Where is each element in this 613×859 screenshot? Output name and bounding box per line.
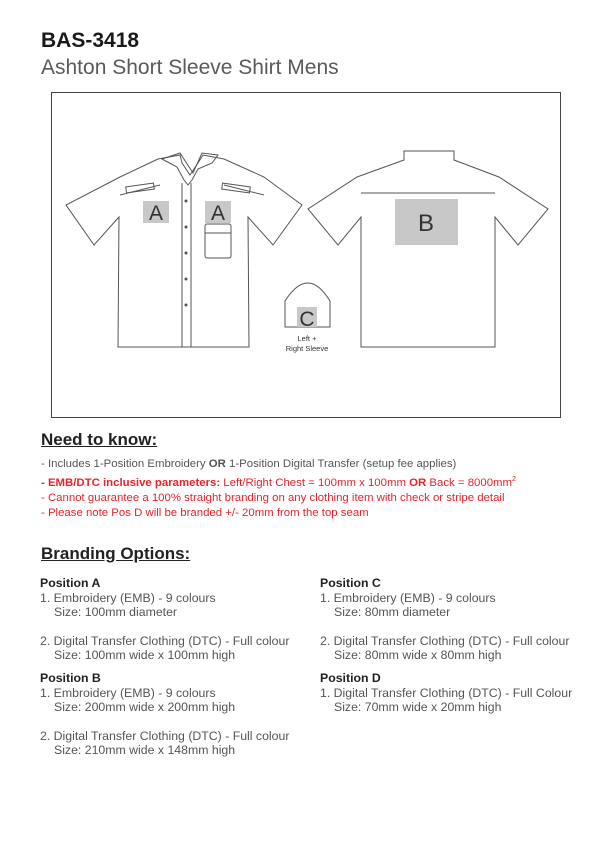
product-title: Ashton Short Sleeve Shirt Mens	[41, 56, 339, 79]
position-c	[320, 576, 572, 663]
position-c-item-1: 1. Embroidery (EMB) - 9 colours	[320, 590, 496, 605]
need-to-know-notes	[41, 457, 516, 521]
position-d-item-1: 1. Digital Transfer Clothing (DTC) - Full Colour	[320, 685, 573, 700]
shirt-illustration	[52, 93, 562, 419]
label-b: B	[417, 210, 435, 237]
position-b-title: Position B	[40, 670, 101, 685]
branding-column-left	[40, 576, 289, 764]
position-b	[40, 671, 289, 758]
label-a-right: A	[210, 202, 226, 225]
front-collar	[162, 153, 218, 185]
position-a-title: Position A	[40, 576, 101, 590]
need-to-know-heading: Need to know:	[41, 430, 158, 449]
note-line-3: - Cannot guarantee a 100% straight branding on any clothing item with check or stripe detail	[41, 491, 505, 504]
shirt-diagram	[51, 92, 561, 418]
position-a-item-1: 1. Embroidery (EMB) - 9 colours	[40, 590, 216, 605]
position-d-title: Position D	[320, 670, 381, 685]
back-shirt-outline	[308, 151, 548, 347]
branding-column-right	[320, 576, 572, 721]
position-b-item-1-size: Size: 200mm wide x 200mm high	[54, 700, 236, 715]
branding-options-heading: Branding Options:	[41, 544, 191, 563]
position-d	[320, 671, 572, 715]
product-code: BAS-3418	[41, 29, 140, 52]
position-c-item-2: 2. Digital Transfer Clothing (DTC) - Full colour	[320, 633, 570, 648]
position-b-item-1: 1. Embroidery (EMB) - 9 colours	[40, 685, 216, 700]
position-c-title: Position C	[320, 576, 381, 590]
front-pocket	[205, 224, 231, 258]
position-b-item-2-size: Size: 210mm wide x 148mm high	[54, 743, 236, 758]
position-a-item-1-size: Size: 100mm diameter	[54, 605, 178, 620]
note-line-4: - Please note Pos D will be branded +/- 20mm from the top seam	[41, 506, 369, 519]
note-line-2: - EMB/DTC inclusive parameters: Left/Right Chest = 100mm x 100mm OR Back = $8000mm^2$	[41, 476, 516, 489]
position-a	[40, 576, 289, 663]
position-c-item-2-size: Size: 80mm wide x 80mm high	[334, 648, 502, 663]
sleeve-caption-2: Right Sleeve	[285, 344, 329, 353]
position-c-item-1-size: Size: 80mm diameter	[334, 605, 451, 620]
sleeve-caption-1: Left +	[297, 334, 317, 343]
position-a-item-2-size: Size: 100mm wide x 100mm high	[54, 648, 236, 663]
position-b-item-2: 2. Digital Transfer Clothing (DTC) - Full colour	[40, 728, 290, 743]
label-c: C	[299, 308, 315, 331]
position-a-item-2: 2. Digital Transfer Clothing (DTC) - Full colour	[40, 633, 290, 648]
label-a-left: A	[148, 202, 164, 225]
note-line-1: - Includes 1-Position Embroidery OR 1-Position Digital Transfer (setup fee applies)	[41, 458, 457, 470]
front-shirt-outline	[66, 155, 302, 347]
position-d-item-1-size: Size: 70mm wide x 20mm high	[334, 700, 502, 715]
